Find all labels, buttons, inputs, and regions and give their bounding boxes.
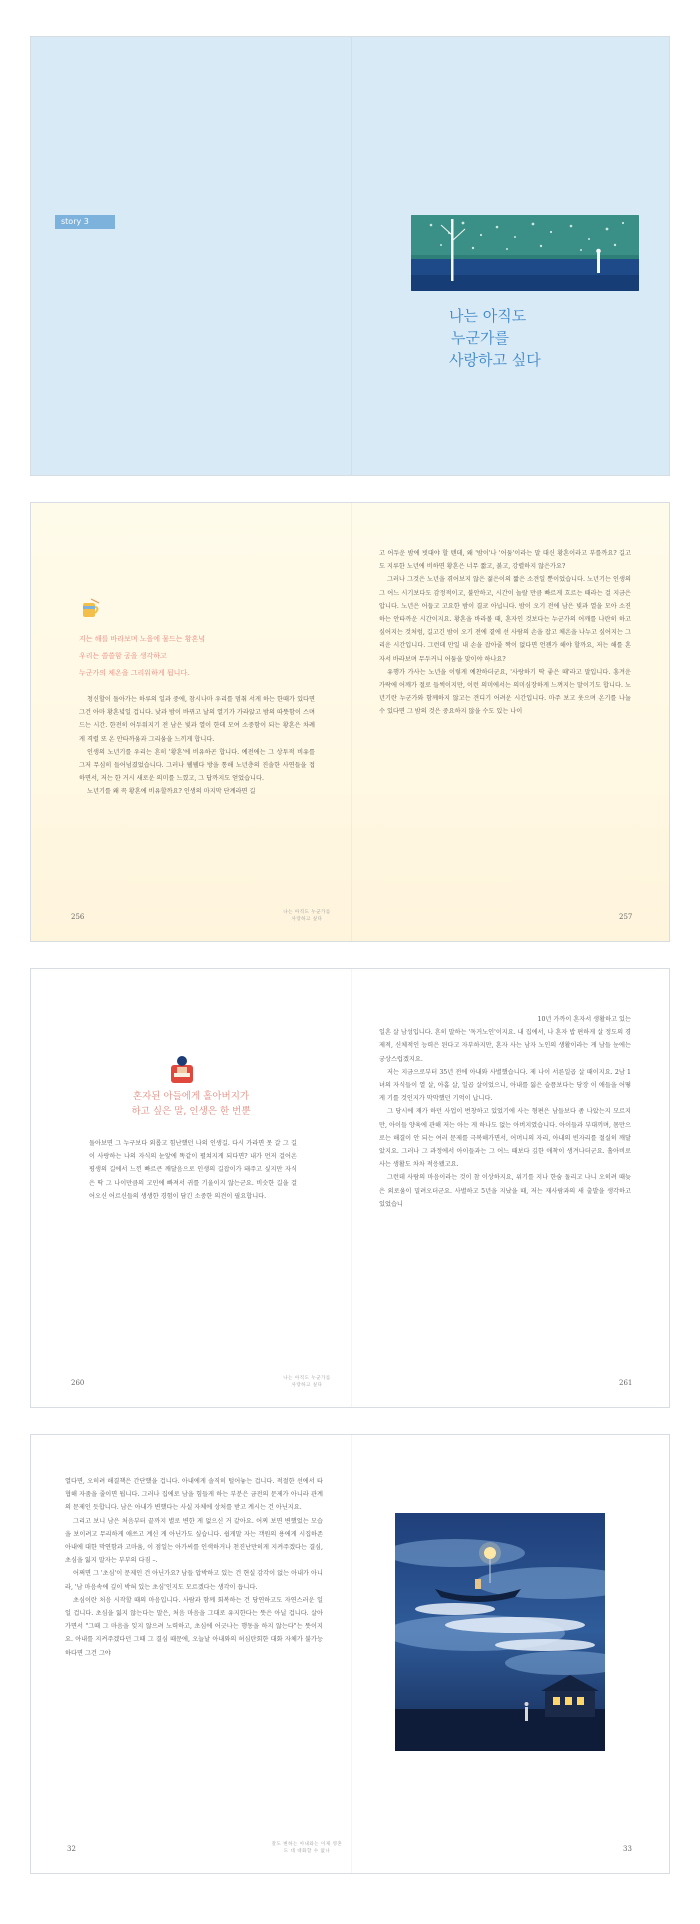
spread-pages-256-257: [30, 502, 670, 942]
gutter: [351, 503, 352, 941]
running-head-line: 잘도 변하는 아내와는 이제 영혼: [271, 1842, 343, 1847]
left-page-body: [79, 693, 315, 799]
running-head-line: 나는 아직도 누군가를: [283, 1376, 331, 1381]
page-number-right: 257: [619, 913, 633, 921]
spread-pages-260-261: [30, 968, 670, 1408]
forest-illustration: [411, 215, 639, 291]
running-head-line: 사랑하고 싶다: [291, 917, 323, 922]
paragraph: 그런데 사람의 마음이라는 것이 참 이상하지요, 위기를 지나 한숨 돌리고 나니 오히려 때늦은 외로움이 밀려오더군요. 사별하고 5년을 지났을 때, 저는 재사람과의 새 출발을 생각하고 있었습니: [379, 1174, 631, 1208]
paragraph: 고 어두운 밤에 빗대야 할 텐데, 왜 '밤이'나 '어둠'이라는 말 대신 황혼이라고 부를까요? 길고도 지루한 노년에 비하면 황혼은 너무 짧고, 붉고, 강렬하지 않은가요?: [379, 550, 631, 571]
left-page-body: [65, 1475, 323, 1660]
paragraph: 저는 지금으로부터 35년 전에 아내와 사별했습니다. 제 나이 서른일곱 살 때이지요. 2남 1녀의 자식들이 열 살, 아홉 살, 일곱 살이었으니, 아내를 잃은 슬픔보다는 당장 이 애들을 어떻게 기를 것인지가 막막했던 기억이 납니다.: [379, 1068, 631, 1103]
paragraph: 어쩌면 그 '초심'이 문제인 건 아닌가요? 남들 압박하고 있는 건 현실 감각이 없는 아내가 아니라, '남 마음속에 깊이 박혀 있는 초심'인지도 모르겠다는 생각이 듭니다.: [65, 1570, 323, 1591]
paragraph: 노년기를 왜 꼭 황혼에 비유할까요? 인생의 마지막 단계라면 길: [87, 788, 256, 796]
first-line: 10년 가까이 혼자서 생활하고 있는: [537, 1016, 631, 1023]
spread-pages-32-33: [30, 1434, 670, 1874]
running-head-line: 나는 아직도 누군가를: [283, 910, 331, 915]
paragraph: 초심이란 처음 시작할 때의 마음입니다. 사람과 함께 회복하는 건 당연하고도 자연스러운 일일 겁니다. 초심을 잃지 않는다는 말은, 처음 마음을 그대로 유지한다는 뜻은 아닐 겁니다. 살아가면서 "그때 그 마음을 잊지 않으려 노력하고, 초심에 어긋나는 행동을 하지 않는다"는 뜻이지요. 아내를 지켜주겠다던 그때 그 결심 때문에, 오늘날 아내와의 허심탄회한 대화 자체가 불가능하다면 그건 그야: [65, 1596, 323, 1657]
subtitle-line: 혼자된 아들에게 홀아버지가: [132, 1091, 250, 1102]
right-page-body: [379, 547, 631, 719]
page-number-right: 261: [619, 1379, 633, 1387]
quote-line: 우리는 쓸쓸함 공을 생각하고: [79, 652, 167, 660]
gutter: [351, 1435, 352, 1873]
paragraph: 청신할이 돌아가는 하루의 일과 중에, 참시나마 우리를 멈춰 서게 하는 한때가 있다면 그건 아마 황혼녘일 겁니다. 낮과 밤이 바뀌고 날의 열기가 가라앉고 밤의 따뜻함이 스며드는 시간. 한전히 어두워지기 전 남은 빛과 열이 한데 모여 소중함이 되는 황혼은 차례게 격렬 또 온 안타까움과 그리움을 느끼게 합니다.: [79, 696, 315, 743]
page-number-right: 33: [623, 1845, 632, 1853]
paragraph: 인생의 노년기를 우리는 흔히 '황혼'에 비유하곤 합니다. 예전에는 그 상투적 비유를 그저 무심히 들어넘겼었습니다. 그러나 웰웰다 방을 통해 노년층의 진솔한 사연들을 접하면서, 저는 한 거시 새로운 의미를 느꼈고, 그 답까지도 얻었습니다.: [79, 748, 315, 783]
left-page-intro: [89, 1137, 297, 1203]
paragraph: 그러나 그것은 노년을 겪어보지 않은 젊은이의 짧은 소견일 뿐이었습니다. 노년기는 인생의 그 어느 시기보다도 감정적이고, 불안하고, 시간이 놀랄 만큼 빠르게 흐르는 때라는 걸 지금은 압니다. 노년은 어둡고 고요한 밤이 결코 아닙니다. 밤이 오기 전에 남은 빛과 열을 모아 소진하는 안타까운 시간이지요. 황혼을 바라볼 때, 혼자인 것보다는 누군가의 어깨를 나란히 하고 싶어지는 것처럼, 길고긴 밤이 오기 전에 곁에 선 사람의 손을 잡고 체온을 나누고 싶어지는 그리운 시간입니다. 그런데 만일 내 손을 잡아줄 짝이 없다면 언젠가 해야 할까요, 저는 해를 혼자서 바라보며 무두커니 어둠을 맞이야 하나요?: [379, 576, 631, 663]
chapter-title-line: 누군가를: [451, 329, 509, 347]
paragraph: 열다면, 오히려 해결책은 간단했을 겁니다. 아내에게 솔직히 털어놓는 겁니다. 적절한 선에서 타협해 자줌을 줄이면 됩니다. 그러나 집에로 남을 힘들게 하는 부분은 금전의 문제가 아니라 관계의 문제인 듯합니다. 남은 아내가 변했다는 사실 자체에 상처를 받고 계시는 건 아닌지요.: [65, 1478, 323, 1512]
paragraph: 그 당시에 재가 하던 사업이 번창하고 있었기에 사는 형편은 남들보다 좀 나았는지 모르지만, 아이들 양육에 관해 저는 아는 게 하나도 없는 아버지였습니다. 아이들과 부대끼며, 몸만으로는 해결이 안 되는 여러 문제를 극복해가면서, 어머니의 자리, 아내의 빈자리를 절실히 깨달았지요. 그러나 그 과정에서 아이들과는 그 어느 때보다 깊한 애착이 생겨나더군요. 홀아비로 사는 생활도 차차 적응됐고요.: [379, 1108, 631, 1169]
gutter: [351, 37, 352, 475]
running-head: [267, 1375, 347, 1389]
teacup-icon: [79, 597, 103, 621]
page-number-left: 32: [67, 1845, 76, 1853]
paragraph: 유행가 가사는 노년을 이렇게 예찬하더군요, '사랑하기 딱 좋은 때'라고 말입니다. 흥겨운 가락에 어깨가 절로 들썩이지만, 이런 의미에서는 의미심장하게 느껴지는 말이기도 합니다. 노년기란 누군가와 함께하지 않고는 견디기 어려운 시간입니다. 마주 보고 웃으며 온기를 나눌 수 있다면 그 밤의 것은 중요하지 않을 수도 있는 나이: [379, 668, 631, 716]
section-subtitle: [71, 1089, 311, 1119]
right-page-body: [379, 1013, 631, 1211]
paragraph: 일흔 살 남성입니다. 흔히 말하는 '독거노인'이지요. 내 집에서, 나 혼자 밥 편하게 살 정도의 경제적, 신체적인 능력은 된다고 자부하지만, 혼자 사는 남자 노인의 생활이라는 게 남들 눈에는 궁상스럽겠지요.: [379, 1029, 632, 1063]
subtitle-line: 하고 싶은 말, 인생은 한 번뿐: [131, 1106, 251, 1117]
running-head: [267, 1841, 347, 1855]
spread-story-opener: [30, 36, 670, 476]
paragraph: 그리고 보니 남은 처음부터 끝까지 별로 변한 게 없으신 거 같아요. 어찌 보면 변했었는 모습을 보이려고 무리하게 애쓰고 계신 게 아닌가도 싶습니다. 쉽게말 자는 객원의 용에게 시집하존 아내에 대한 막연함과 고마움, 이 점일는 아가씨를 인색하거나 천진난만히게 지켜주겠다는 결심, 초심을 잃지 말자는 부부의 다짐 –.: [65, 1517, 323, 1565]
running-head-line: 도 대 대화할 수 없나: [283, 1849, 331, 1854]
chapter-title-line: 사랑하고 싶다: [449, 351, 541, 369]
pull-quote: [79, 631, 309, 682]
gutter: [351, 969, 352, 1407]
chapter-title: [449, 305, 649, 371]
page-number-left: 260: [71, 1379, 85, 1387]
running-head-line: 사랑하고 싶다: [291, 1383, 323, 1388]
chapter-title-line: 나는 아직도: [449, 307, 527, 325]
man-reading-icon: [169, 1053, 197, 1085]
page-number-left: 256: [71, 913, 85, 921]
quote-line: 지는 해를 바라보며 노을에 물드는 황혼녘: [79, 635, 206, 643]
paragraph: 돌아보면 그 누구보다 외롭고 힘난했던 나의 인생길. 다시 가라면 못 갈 그 길이 사랑하는 나의 자식의 눈앞에 똑같이 펼쳐지게 되다면? 내가 먼저 걸어온 평생의 길에서 느낀 빠르큰 깨달음으로 인생의 길잡이가 돼주고 싶지만 자식은 딱 그 나이만큼의 고민에 빠져서 귀를 기울이지 않는군요. 비슷한 길을 걸어오신 어르신들의 생생한 경험이 담긴 소중한 의견이 필요합니다.: [89, 1140, 297, 1200]
running-head: [267, 909, 347, 923]
story-tag: story 3: [55, 215, 115, 229]
quote-line: 누군가의 체온을 그리워하게 됩니다.: [79, 669, 190, 677]
night-sky-illustration: [395, 1513, 605, 1751]
